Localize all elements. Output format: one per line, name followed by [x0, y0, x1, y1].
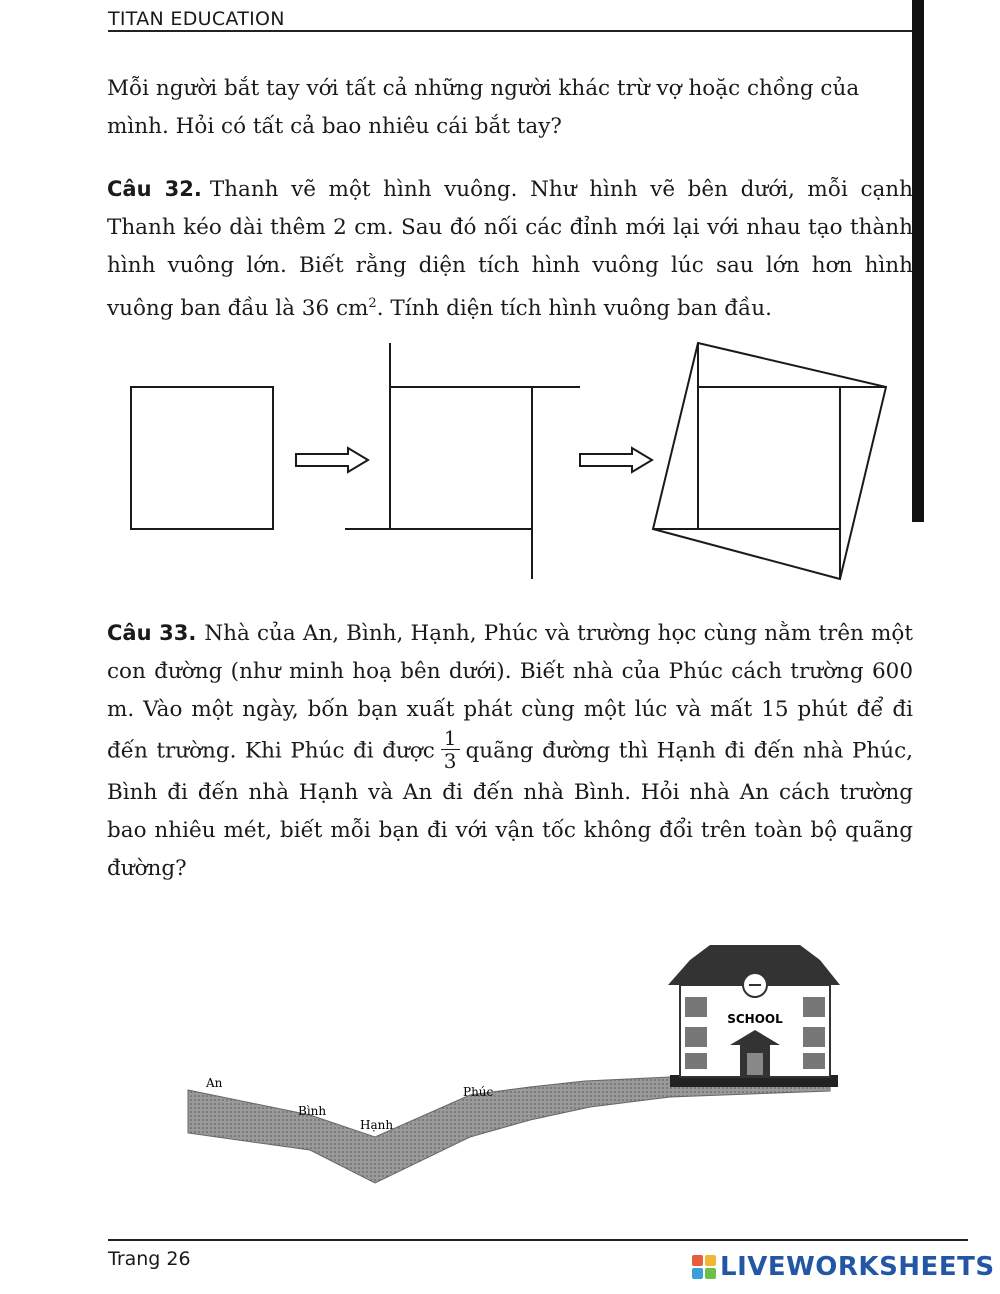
fraction-numerator: 1: [441, 727, 460, 750]
arrow-2-icon: [580, 448, 652, 472]
q33-label: Câu 33.: [107, 621, 197, 645]
q32-text: Thanh vẽ một hình vuông. Như hình vẽ bên dưới, mỗi cạnh Thanh kéo dài thêm 2 cm. Sau đó nối các đỉnh mới lại với nhau tạo thành hình vuông lớn. Biết rằng diện tích hình vuông lúc sau lớn hơn hình vuông ban đầu là 36 cm: [107, 177, 913, 322]
big-square: [653, 343, 886, 579]
brand-logo: [692, 1252, 995, 1282]
original-square: [131, 387, 273, 529]
square-figure: [120, 335, 900, 585]
page-edge-bar: [912, 0, 924, 522]
header-divider: [108, 30, 914, 32]
q31-line-1: Mỗi người bắt tay với tất cả những người khác trừ vợ hoặc chồng của: [107, 76, 860, 101]
q32-superscript: 2: [368, 296, 377, 311]
label-an: An: [206, 1076, 223, 1090]
school-sign: SCHOOL: [727, 1012, 783, 1026]
q32-paragraph: [107, 170, 913, 328]
liveworksheets-icon: [692, 1255, 716, 1279]
q31-line-2: mình. Hỏi có tất cả bao nhiêu cái bắt tay?: [107, 114, 562, 139]
q33-text-before: Nhà của An, Bình, Hạnh, Phúc và trường học cùng nằm trên một con đường (như minh hoạ bên dưới). Biết nhà của Phúc cách trường 600 m. Vào một ngày, bốn bạn xuất phát cùng một lúc và mất 15 phút để đi đến trường. Khi Phúc đi được: [107, 621, 914, 764]
q32-label: Câu 32.: [107, 177, 202, 201]
label-phuc: Phúc: [463, 1085, 494, 1099]
fraction: [441, 727, 460, 772]
road: [188, 1077, 830, 1183]
q31-tail-paragraph: [107, 70, 913, 146]
road-figure: [170, 915, 850, 1205]
brand-name: LIVEWORKSHEETS: [720, 1252, 995, 1282]
q33-text-after: quãng đường thì Hạnh đi đến nhà Phúc, Bình đi đến nhà Hạnh và An đi đến nhà Bình. Hỏi nhà An cách trường bao nhiêu mét, biết mỗi bạn đi với vận tốc không đổi trên toàn bộ quãng đường?: [107, 738, 913, 881]
page-number: Trang 26: [108, 1248, 191, 1270]
extended-square: [345, 343, 580, 579]
label-hanh: Hạnh: [360, 1118, 394, 1132]
q33-paragraph: [107, 614, 913, 888]
school-building: [668, 945, 840, 1087]
footer-divider: [108, 1239, 968, 1241]
header-title: TITAN EDUCATION: [108, 8, 285, 30]
q32-text-end: . Tính diện tích hình vuông ban đầu.: [376, 296, 772, 322]
label-binh: Bình: [298, 1104, 327, 1118]
arrow-1-icon: [296, 448, 368, 472]
fraction-denominator: 3: [443, 749, 457, 773]
